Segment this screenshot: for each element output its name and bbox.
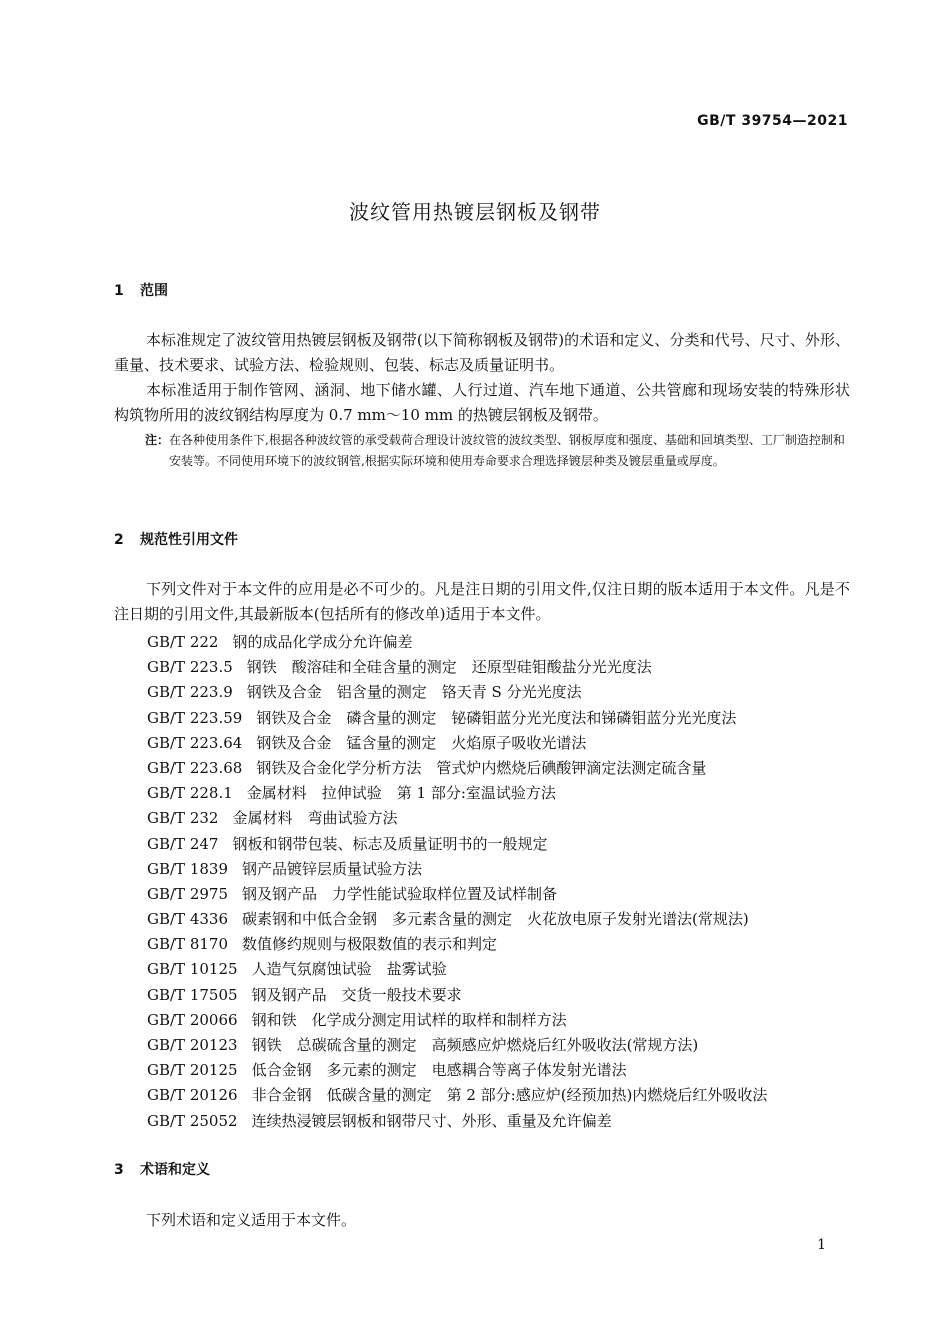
reference-title: 钢铁及合金 磷含量的测定 铋磷钼蓝分光光度法和锑磷钼蓝分光光度法 — [256, 708, 737, 727]
reference-list — [147, 630, 767, 1134]
reference-code: GB/T 25052 — [147, 1111, 238, 1130]
reference-item — [147, 630, 767, 655]
reference-item — [147, 932, 767, 957]
reference-title: 钢及钢产品 交货一般技术要求 — [251, 985, 462, 1004]
section-number: 1 — [114, 283, 124, 299]
reference-title: 钢铁及合金化学分析方法 管式炉内燃烧后碘酸钾滴定法测定硫含量 — [256, 758, 707, 777]
reference-item — [147, 957, 767, 982]
reference-code: GB/T 1839 — [147, 859, 229, 878]
reference-item — [147, 907, 767, 932]
section-number: 2 — [114, 532, 124, 548]
reference-item — [147, 731, 767, 756]
reference-item — [147, 1008, 767, 1033]
reference-item — [147, 1058, 767, 1083]
reference-item — [147, 655, 767, 680]
reference-item — [147, 1083, 767, 1108]
reference-title: 钢及钢产品 力学性能试验取样位置及试样制备 — [242, 884, 558, 903]
reference-item — [147, 1109, 767, 1134]
reference-code: GB/T 223.5 — [147, 658, 233, 677]
section-3-intro: 下列术语和定义适用于本文件。 — [146, 1211, 357, 1229]
reference-title: 数值修约规则与极限数值的表示和判定 — [242, 935, 498, 954]
reference-title: 碳素钢和中低合金钢 多元素含量的测定 火花放电原子发射光谱法(常规法) — [242, 910, 749, 929]
reference-title: 金属材料 拉伸试验 第 1 部分:室温试验方法 — [246, 784, 556, 803]
reference-item — [147, 781, 767, 806]
section-number: 3 — [114, 1162, 124, 1178]
section-title: 规范性引用文件 — [140, 532, 238, 548]
section-1-paragraph: 本标准规定了波纹管用热镀层钢板及钢带(以下简称钢板及钢带)的术语和定义、分类和代号、尺寸、外形、重量、技术要求、试验方法、检验规则、包装、标志及质量证明书。 — [114, 331, 850, 374]
note — [145, 430, 850, 472]
section-2-intro: 下列文件对于本文件的应用是必不可少的。凡是注日期的引用文件,仅注日期的版本适用于本文件。凡是不注日期的引用文件,其最新版本(包括所有的修改单)适用于本文件。 — [114, 580, 850, 623]
reference-code: GB/T 8170 — [147, 935, 229, 954]
reference-item — [147, 756, 767, 781]
reference-title: 低合金钢 多元素的测定 电感耦合等离子体发射光谱法 — [251, 1061, 627, 1080]
reference-title: 人造气氛腐蚀试验 盐雾试验 — [251, 960, 447, 979]
page-number: 1 — [817, 1237, 826, 1253]
reference-code: GB/T 17505 — [147, 985, 238, 1004]
reference-code: GB/T 228.1 — [147, 784, 233, 803]
reference-code: GB/T 247 — [147, 834, 219, 853]
section-1-paragraph: 本标准适用于制作管网、涵洞、地下储水罐、人行过道、汽车地下通道、公共管廊和现场安装的特殊形状构筑物所用的波纹钢结构厚度为 0.7 mm～10 mm 的热镀层钢板及钢带。 — [114, 381, 850, 424]
reference-item — [147, 1033, 767, 1058]
reference-title: 连续热浸镀层钢板和钢带尺寸、外形、重量及允许偏差 — [251, 1111, 612, 1130]
note-label: 注： — [145, 433, 170, 447]
reference-title: 非合金钢 低碳含量的测定 第 2 部分:感应炉(经预加热)内燃烧后红外吸收法 — [251, 1086, 768, 1105]
reference-code: GB/T 20126 — [147, 1086, 238, 1105]
section-2-heading — [114, 529, 238, 549]
reference-code: GB/T 20125 — [147, 1061, 238, 1080]
reference-title: 钢铁 总碳硫含量的测定 高频感应炉燃烧后红外吸收法(常规方法) — [251, 1036, 699, 1054]
reference-title: 钢铁及合金 铝含量的测定 铬天青 S 分光光度法 — [246, 683, 582, 702]
section-3-heading — [114, 1159, 210, 1179]
reference-code: GB/T 223.68 — [147, 758, 243, 777]
reference-item — [147, 832, 767, 857]
note-text: 在各种使用条件下,根据各种波纹管的承受载荷合理设计波纹管的波纹类型、钢板厚度和强度、基础和回填类型、工厂制造控制和安装等。不同使用环境下的波纹钢管,根据实际环境和使用寿命要求合理选择镀层种类及镀层重量或厚度。 — [169, 433, 845, 468]
section-title: 范围 — [140, 283, 168, 299]
reference-title: 钢铁 酸溶硅和全硅含量的测定 还原型硅钼酸盐分光光度法 — [246, 658, 652, 677]
reference-code: GB/T 223.59 — [147, 708, 243, 727]
reference-item — [147, 882, 767, 907]
reference-code: GB/T 223.9 — [147, 683, 233, 702]
reference-title: 钢产品镀锌层质量试验方法 — [242, 859, 423, 878]
reference-code: GB/T 20123 — [147, 1036, 238, 1054]
reference-item — [147, 806, 767, 831]
reference-code: GB/T 4336 — [147, 910, 229, 929]
reference-item — [147, 857, 767, 882]
reference-title: 钢板和钢带包装、标志及质量证明书的一般规定 — [232, 834, 548, 853]
reference-code: GB/T 2975 — [147, 884, 229, 903]
reference-code: GB/T 223.64 — [147, 733, 243, 752]
reference-code: GB/T 10125 — [147, 960, 238, 979]
reference-title: 钢的成品化学成分允许偏差 — [232, 633, 413, 651]
document-title: 波纹管用热镀层钢板及钢带 — [349, 200, 601, 224]
reference-title: 钢和铁 化学成分测定用试样的取样和制样方法 — [251, 1010, 567, 1029]
reference-item — [147, 983, 767, 1008]
reference-item — [147, 680, 767, 705]
standard-code: GB/T 39754—2021 — [697, 113, 848, 129]
reference-title: 钢铁及合金 锰含量的测定 火焰原子吸收光谱法 — [256, 733, 587, 752]
reference-title: 金属材料 弯曲试验方法 — [232, 809, 398, 828]
reference-code: GB/T 222 — [147, 633, 219, 651]
section-1-heading — [114, 280, 168, 300]
reference-code: GB/T 20066 — [147, 1010, 238, 1029]
reference-code: GB/T 232 — [147, 809, 219, 828]
reference-item — [147, 706, 767, 731]
section-title: 术语和定义 — [140, 1162, 210, 1178]
